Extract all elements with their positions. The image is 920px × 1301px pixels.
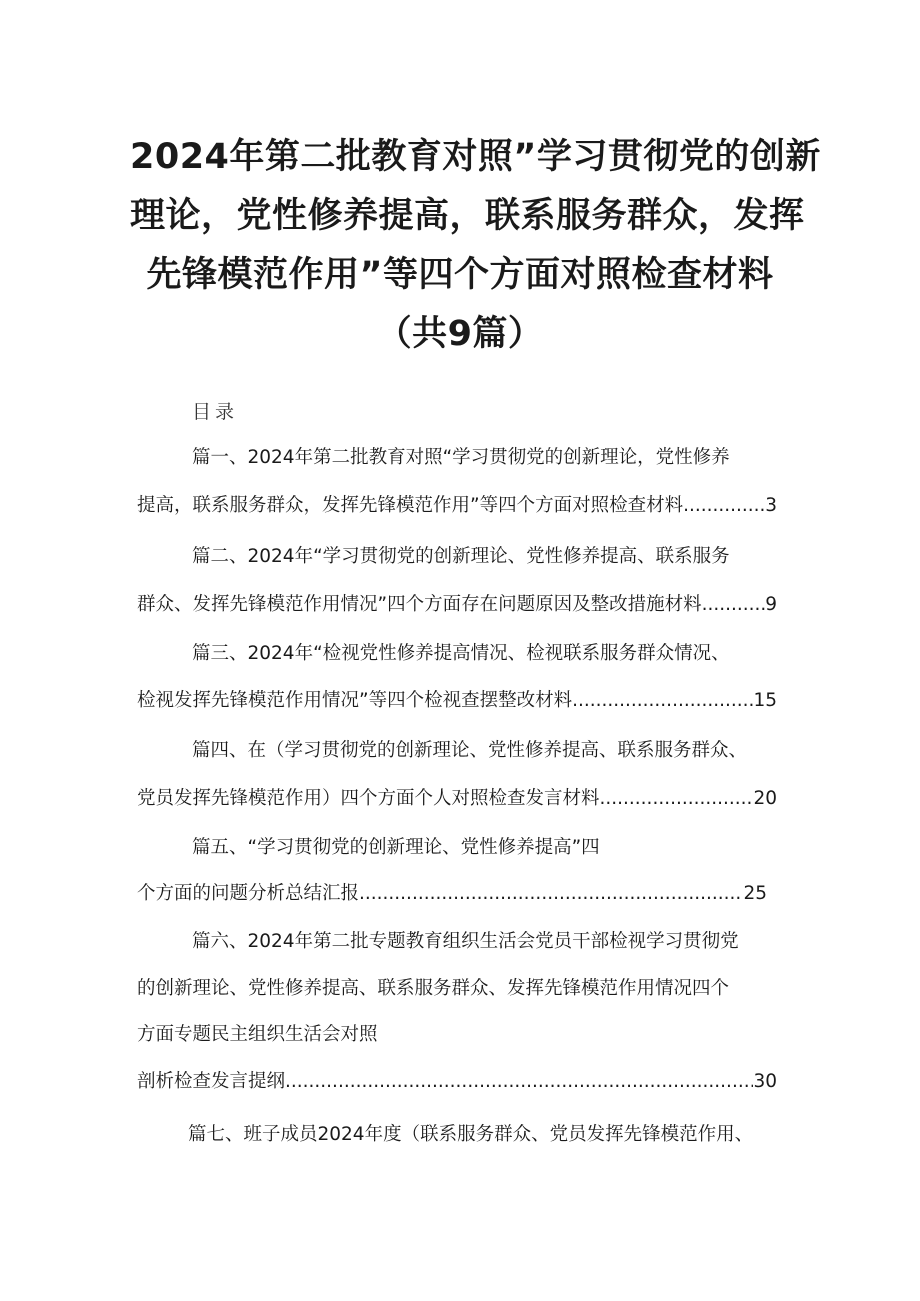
toc-entry-5-last[interactable] [137,882,767,906]
toc-entry-5-line-1[interactable]: 篇五、“学习贯彻党的创新理论、党性修养提高”四 [192,837,600,858]
title-line-1: 2024年第二批教育对照”学习贯彻党的创新 [130,137,821,177]
dot-leader [285,1070,753,1094]
toc-entry-2-text: 群众、发挥先锋模范作用情况”四个方面存在问题原因及整改措施材料 [137,594,702,615]
toc-entry-6-line-3[interactable]: 方面专题民主组织生活会对照 [137,1024,378,1045]
dot-leader [600,787,754,811]
toc-entry-4-last[interactable] [137,787,777,811]
title-line-2: 理论，党性修养提高，联系服务群众，发挥 [130,196,805,236]
dot-leader [359,882,743,906]
toc-entry-6-line-1[interactable]: 篇六、2024年第二批专题教育组织生活会党员干部检视学习贯彻党 [192,931,739,952]
toc-entry-3-line-1[interactable]: 篇三、2024年“检视党性修养提高情况、检视联系服务群众情况、 [192,643,730,664]
toc-entry-1-page: 3 [765,495,777,516]
toc-entry-6-text: 剖析检查发言提纲 [137,1071,286,1092]
toc-entry-7-line-1[interactable]: 篇七、班子成员2024年度（联系服务群众、党员发挥先锋模范作用、 [188,1124,754,1145]
dot-leader [572,689,753,713]
toc-entry-3-last[interactable] [137,689,777,713]
document-title [130,128,821,364]
toc-entry-6-line-2[interactable]: 的创新理论、党性修养提高、联系服务群众、发挥先锋模范作用情况四个 [137,978,730,999]
toc-heading: 目录 [192,401,239,423]
toc-entry-2-page: 9 [765,594,777,615]
toc-entry-1-text: 提高，联系服务群众，发挥先锋模范作用”等四个方面对照检查材料 [137,495,684,516]
toc-entry-6-last[interactable] [137,1070,777,1094]
title-line-4: （共9篇） [376,314,544,354]
toc-entry-1-line-1[interactable]: 篇一、2024年第二批教育对照“学习贯彻党的创新理论，党性修养 [192,447,730,468]
toc-entry-3-page: 15 [753,690,777,711]
toc-entry-4-page: 20 [753,788,777,809]
toc-entry-6-page: 30 [753,1071,777,1092]
toc-entry-2-last[interactable] [137,593,777,617]
toc-entry-2-line-1[interactable]: 篇二、2024年“学习贯彻党的创新理论、党性修养提高、联系服务 [192,546,730,567]
toc-entry-3-text: 检视发挥先锋模范作用情况”等四个检视查摆整改材料 [137,690,573,711]
toc-entry-5-text: 个方面的问题分析总结汇报 [137,883,360,904]
toc-entry-4-text: 党员发挥先锋模范作用）四个方面个人对照检查发言材料 [137,788,600,809]
toc-entry-5-page: 25 [743,883,767,904]
toc-entry-4-line-1[interactable]: 篇四、在（学习贯彻党的创新理论、党性修养提高、联系服务群众、 [192,740,748,761]
toc-entry-1-last[interactable] [137,494,777,518]
dot-leader [683,494,765,518]
dot-leader [702,593,766,617]
title-line-3: 先锋模范作用”等四个方面对照检查材料 [146,255,774,295]
